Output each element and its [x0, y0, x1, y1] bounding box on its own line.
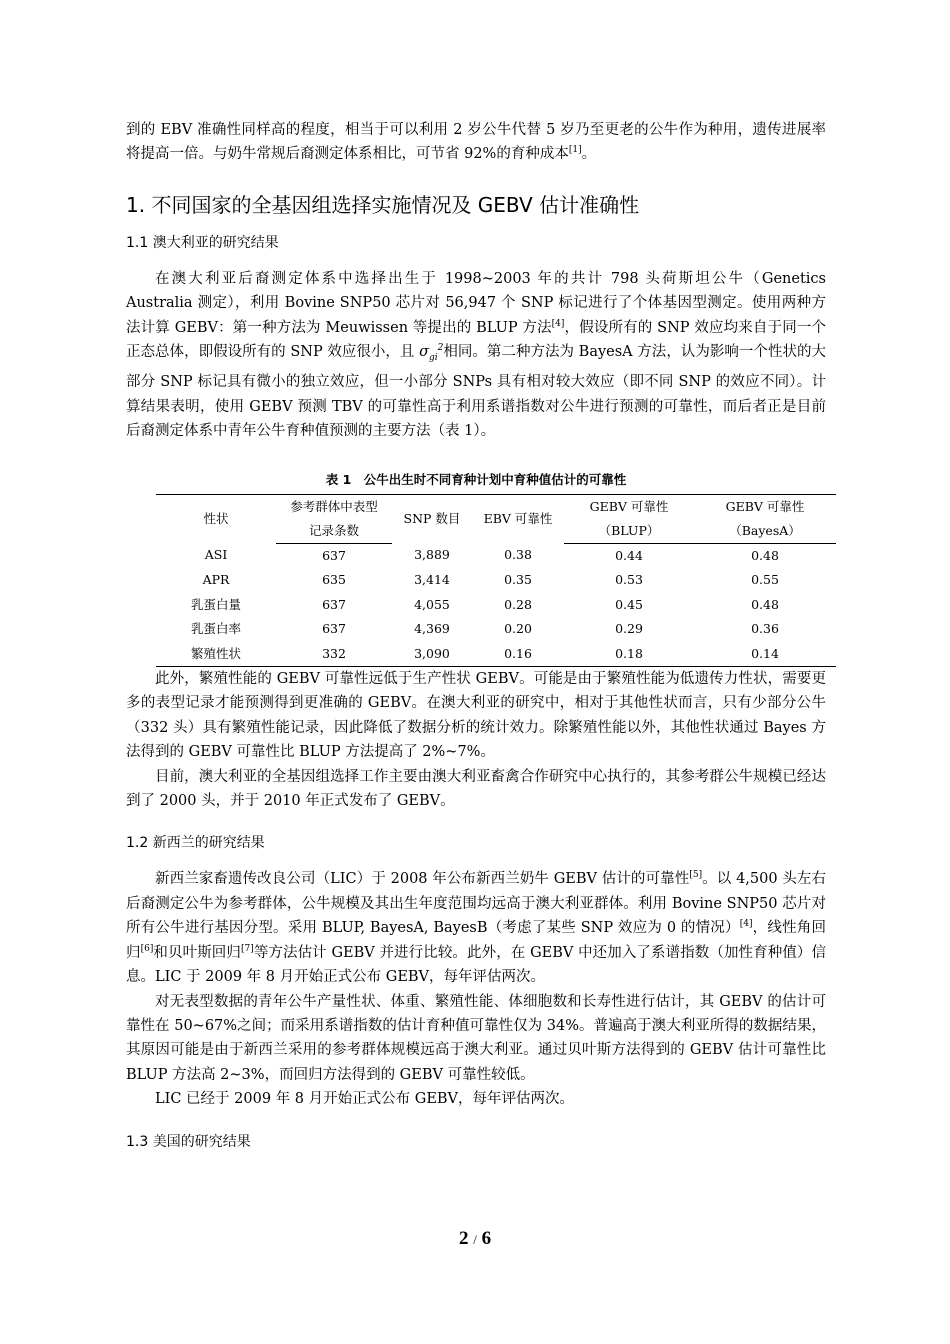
cell-records: 332 [276, 642, 392, 667]
table-row [156, 642, 836, 667]
cell-trait: 繁殖性状 [156, 642, 276, 667]
cell-snp: 4,055 [414, 596, 450, 612]
table-row [156, 617, 836, 642]
newzealand-paragraph-1 [126, 867, 826, 989]
cell-gebv-blup: 0.44 [615, 547, 643, 563]
header-gebv-blup: GEBV 可靠性 [564, 494, 694, 519]
text-span: 和贝叶斯回归 [153, 944, 241, 961]
citation-ref: [6] [140, 943, 154, 954]
cell-ebv: 0.20 [504, 621, 532, 637]
page-current: 2 [458, 1228, 469, 1249]
cell-gebv-bayes: 0.48 [751, 547, 779, 563]
cell-trait: 乳蛋白率 [190, 621, 241, 637]
sigma-glyph: σ [419, 344, 429, 361]
subsection-heading-australia: 1.1 澳大利亚的研究结果 [126, 234, 279, 251]
text-span: 相同。第二种方法为 BayesA 方法，认为影响一个性状的大部分 SNP 标记具有微小的独立效应，但一小部分 SNPs 具有相对较大效应（即不同 SNP 的效应不同）。计算结果表明，使用 GEBV 预测 TBV 的可靠性高于利用系谱指数对公牛进行预测的可靠性，而后者正是目前后裔测定体系中青年公牛育种值预测的主要方法（表 1）。 [126, 344, 827, 440]
cell-trait: APR [202, 572, 230, 588]
citation-ref: [5] [689, 870, 703, 881]
table-row [156, 543, 836, 568]
cell-ebv: 0.16 [472, 642, 564, 667]
header-ebv: EBV 可靠性 [472, 494, 564, 543]
australia-paragraph-3: 目前，澳大利亚的全基因组选择工作主要由澳大利亚畜禽合作研究中心执行的，其参考群公牛规模已经达到了 2000 头，并于 2010 年正式发布了 GEBV。 [126, 768, 826, 810]
citation-ref: [1] [568, 145, 582, 156]
text-span: 新西兰家畜遗传改良公司（LIC）于 2008 年公布新西兰奶牛 GEBV 估计的可靠性 [155, 871, 690, 888]
cell-snp: 3,889 [414, 547, 450, 563]
citation-ref: [4] [551, 318, 565, 329]
citation-ref: [4] [739, 919, 753, 930]
page-total: 6 [481, 1228, 492, 1249]
cell-gebv-bayes: 0.48 [751, 596, 779, 612]
text-span: ，线性角回归 [126, 920, 826, 961]
intro-text: 到的 EBV 准确性同样高的程度，相当于可以利用 2 岁公牛代替 5 岁乃至更老的公牛作为种用，遗传进展率将提高一倍。与奶牛常规后裔测定体系相比，可节省 92%的育种成本 [126, 122, 826, 163]
citation-ref: [7] [240, 943, 254, 954]
cell-ebv: 0.28 [504, 596, 532, 612]
intro-end: 。 [581, 146, 597, 163]
table-caption: 表 1 公牛出生时不同育种计划中育种值估计的可靠性 [325, 471, 627, 487]
header-snp: SNP 数目 [392, 494, 472, 543]
header-ref-records-2: 记录条数 [276, 519, 392, 544]
cell-snp: 3,414 [414, 572, 450, 588]
intro-paragraph [126, 118, 826, 167]
cell-trait: ASI [204, 547, 228, 563]
cell-gebv-blup: 0.45 [615, 596, 643, 612]
text-span: 等方法估计 GEBV 并进行比较。此外，在 GEBV 中还加入了系谱指数（加性育种值）信息。LIC 于 2009 年 8 月开始正式公布 GEBV，每年评估两次。 [126, 944, 827, 986]
page-separator: / [473, 1232, 477, 1247]
text-span: 。以 4,500 头左右后裔测定公牛为参考群体，公牛规模及其出生年度范围均远高于澳大利亚群体。利用 Bovine SNP50 芯片对所有公牛进行基因分型。采用 BLUP, BayesA, BayesB（考虑了某些 SNP 效应为 0 的情况） [126, 871, 826, 937]
header-gebv-blup-2: （BLUP） [564, 519, 694, 544]
document-page [126, 118, 826, 1166]
cell-gebv-blup: 0.18 [564, 642, 694, 667]
cell-records: 637 [322, 547, 346, 563]
sigma-superscript: 2 [437, 343, 444, 354]
header-trait: 性状 [156, 494, 276, 543]
cell-records: 637 [322, 596, 346, 612]
newzealand-paragraph-3: LIC 已经于 2009 年 8 月开始正式公布 GEBV，每年评估两次。 [155, 1091, 575, 1108]
newzealand-paragraph-2: 对无表型数据的青年公牛产量性状、体重、繁殖性能、体细胞数和长寿性进行估计，其 GEBV 的估计可靠性在 50~67%之间；而采用系谱指数的估计育种值可靠性仅为 34%。普遍高于澳大利亚所得的数据结果，其原因可能是由于新西兰采用的参考群体规模远高于澳大利亚。通过贝叶斯方法得到的 GEBV 估计可靠性比 BLUP 方法高 2~3%，而回归方法得到的 GEBV 可靠性较低。 [126, 993, 826, 1083]
cell-ebv: 0.35 [504, 572, 532, 588]
cell-ebv: 0.38 [504, 547, 532, 563]
cell-gebv-bayes: 0.55 [751, 572, 779, 588]
cell-snp: 3,090 [392, 642, 472, 667]
page-number [0, 1228, 950, 1250]
section-heading: 1. 不同国家的全基因组选择实施情况及 GEBV 估计准确性 [126, 192, 640, 217]
text-span: 在澳大利亚后裔测定体系中选择出生于 1998~2003 年的共计 798 头荷斯坦公牛（Genetics Australia 测定），利用 Bovine SNP50 芯片对 56,947 个 SNP 标记进行了个体基因型测定。使用两种方法计算 GEBV：第一种方法为 Meuwissen 等提出的 BLUP 方法 [126, 270, 826, 336]
australia-paragraph-2: 此外，繁殖性能的 GEBV 可靠性远低于生产性状 GEBV。可能是由于繁殖性能为低遗传力性状，需要更多的表型记录才能预测得到更准确的 GEBV。在澳大利亚的研究中，相对于其他性状而言，只有少部分公牛（332 头）具有繁殖性能记录，因此降低了数据分析的统计效力。除繁殖性能以外，其他性状通过 Bayes 方法得到的 GEBV 可靠性比 BLUP 方法提高了 2%~7%。 [126, 671, 826, 761]
cell-gebv-bayes: 0.36 [751, 621, 779, 637]
cell-gebv-blup: 0.53 [615, 572, 643, 588]
reliability-table [156, 494, 836, 668]
subsection-heading-usa: 1.3 美国的研究结果 [126, 1133, 251, 1150]
cell-gebv-blup: 0.29 [615, 621, 643, 637]
cell-trait: 乳蛋白量 [190, 596, 241, 612]
table-row [156, 568, 836, 593]
cell-records: 635 [322, 572, 346, 588]
header-ref-records: 参考群体中表型 [276, 494, 392, 519]
text-span: ，假设所有的 SNP 效应均来自于同一个正态总体，即假设所有的 SNP 效应很小，且 [126, 319, 826, 361]
cell-snp: 4,369 [414, 621, 450, 637]
australia-paragraph-1 [126, 267, 826, 444]
sigma-subscript: gi [428, 352, 438, 363]
cell-gebv-bayes: 0.14 [694, 642, 836, 667]
cell-records: 637 [322, 621, 346, 637]
table-row [156, 593, 836, 618]
subsection-heading-newzealand: 1.2 新西兰的研究结果 [126, 835, 265, 852]
header-gebv-bayes: GEBV 可靠性 [694, 494, 836, 519]
sigma-symbol [419, 343, 444, 363]
header-gebv-bayes-2: （BayesA） [694, 519, 836, 544]
